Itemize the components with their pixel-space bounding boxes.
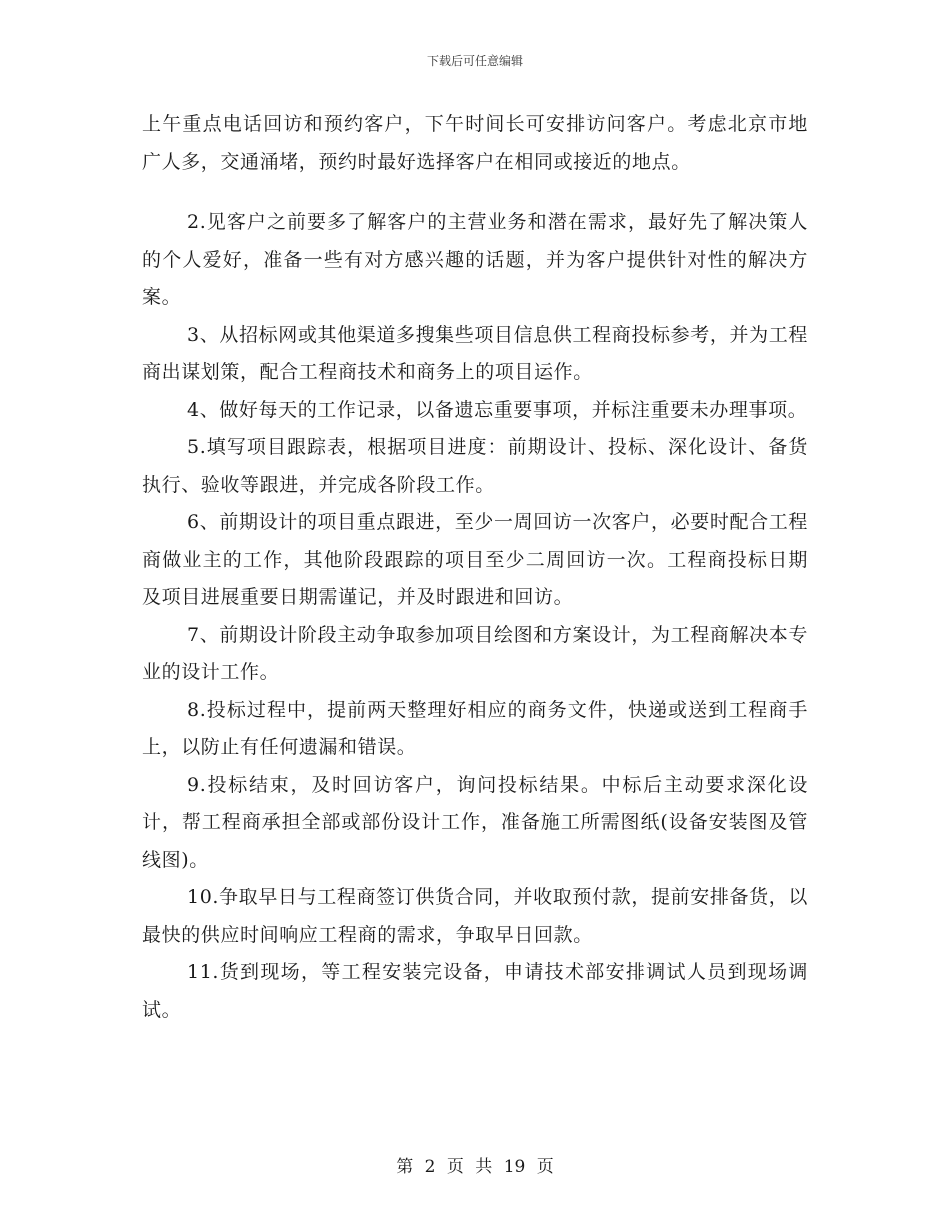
document-body: [142, 106, 808, 1029]
paragraph-item-4: 4、做好每天的工作记录，以备遗忘重要事项，并标注重要未办理事项。: [187, 398, 808, 421]
paragraph-continuation: 上午重点电话回访和预约客户，下午时间长可安排访问客户。考虑北京市地广人多，交通涌堵，预约时最好选择客户在相同或接近的地点。: [142, 113, 808, 173]
paragraph-item-8: 8.投标过程中，提前两天整理好相应的商务文件，快递或送到工程商手上，以防止有任何遗漏和错误。: [142, 698, 808, 758]
page-number-footer: 第 2 页 共 19 页: [396, 1157, 554, 1177]
paragraph-item-5: 5.填写项目跟踪表，根据项目进度：前期设计、投标、深化设计、备货执行、验收等跟进，并完成各阶段工作。: [142, 436, 808, 496]
paragraph-item-2: 2.见客户之前要多了解客户的主营业务和潜在需求，最好先了解决策人的个人爱好，准备一些有对方感兴趣的话题，并为客户提供针对性的解决方案。: [142, 211, 808, 308]
paragraph-item-6: 6、前期设计的项目重点跟进，至少一周回访一次客户，必要时配合工程商做业主的工作，其他阶段跟踪的项目至少二周回访一次。工程商投标日期及项目进展重要日期需谨记，并及时跟进和回访。: [142, 511, 808, 608]
paragraph-item-3: 3、从招标网或其他渠道多搜集些项目信息供工程商投标参考，并为工程商出谋划策，配合工程商技术和商务上的项目运作。: [142, 323, 808, 383]
paragraph-item-11: 11.货到现场，等工程安装完设备，申请技术部安排调试人员到现场调试。: [142, 961, 808, 1021]
paragraph-item-10: 10.争取早日与工程商签订供货合同，并收取预付款，提前安排备货，以最快的供应时间响应工程商的需求，争取早日回款。: [142, 886, 808, 946]
paragraph-item-7: 7、前期设计阶段主动争取参加项目绘图和方案设计，为工程商解决本专业的设计工作。: [142, 623, 808, 683]
paragraph-item-9: 9.投标结束，及时回访客户，询问投标结果。中标后主动要求深化设计，帮工程商承担全部或部份设计工作，准备施工所需图纸(设备安装图及管线图)。: [142, 773, 808, 871]
paragraph-gap: [142, 181, 808, 204]
page-header: 下载后可任意编辑: [426, 54, 523, 68]
